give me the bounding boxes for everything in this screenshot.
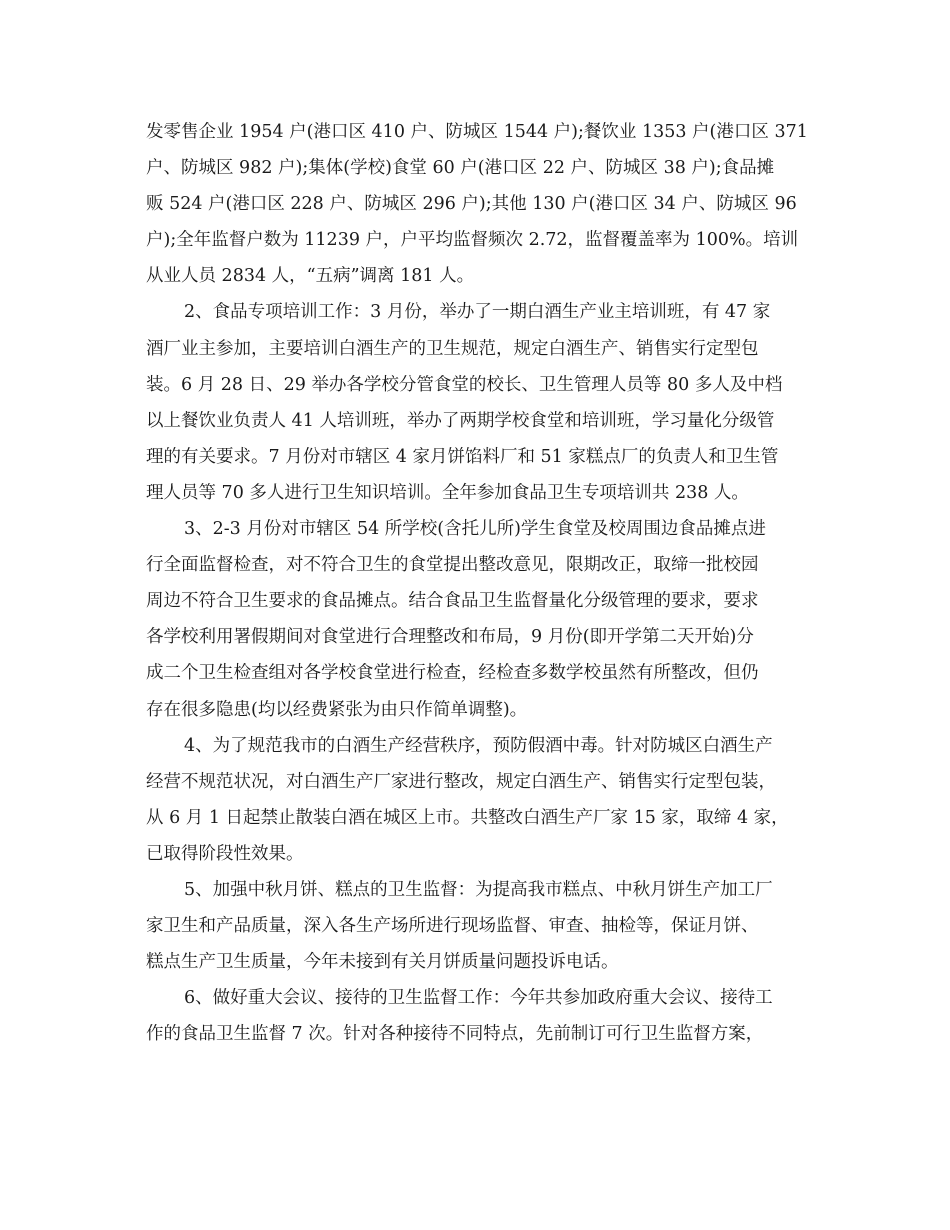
text-line: 从业人员 2834 人，“五病”调离 181 人。 bbox=[146, 266, 475, 287]
text-line: 各学校利用署假期间对食堂进行合理整改和布局，9 月份(即开学第二天开始)分 bbox=[146, 627, 754, 648]
paragraph-first-line: 2、食品专项培训工作：3 月份，举办了一期白酒生产业主培训班，有 47 家 bbox=[184, 302, 771, 323]
text-line: 作的食品卫生监督 7 次。针对各种接待不同特点，先前制订可行卫生监督方案， bbox=[146, 1024, 764, 1045]
text-line: 周边不符合卫生要求的食品摊点。结合食品卫生监督量化分级管理的要求，要求 bbox=[146, 591, 759, 612]
paragraph-first-line: 3、2-3 月份对市辖区 54 所学校(含托儿所)学生食堂及校周围边食品摊点进 bbox=[184, 519, 766, 540]
text-line: 理的有关要求。7 月份对市辖区 4 家月饼馅料厂和 51 家糕点厂的负责人和卫生管 bbox=[146, 446, 779, 467]
paragraph-first-line: 5、加强中秋月饼、糕点的卫生监督：为提高我市糕点、中秋月饼生产加工厂 bbox=[184, 879, 773, 900]
text-line: 发零售企业 1954 户(港口区 410 户、防城区 1544 户);餐饮业 1353 户(港口区 371 bbox=[146, 122, 808, 142]
text-line: 装。6 月 28 日、29 举办各学校分管食堂的校长、卫生管理人员等 80 多人及中档 bbox=[146, 374, 783, 395]
paragraph-first-line: 4、为了规范我市的白酒生产经营秩序，预防假酒中毒。针对防城区白酒生产 bbox=[184, 735, 773, 756]
text-line: 理人员等 70 多人进行卫生知识培训。全年参加食品卫生专项培训共 238 人。 bbox=[146, 482, 749, 503]
text-line: 已取得阶段性效果。 bbox=[146, 843, 304, 864]
text-line: 贩 524 户(港口区 228 户、防城区 296 户);其他 130 户(港口区 34 户、防城区 96 bbox=[146, 194, 797, 215]
text-line: 户、防城区 982 户);集体(学校)食堂 60 户(港口区 22 户、防城区 38 户);食品摊 bbox=[146, 158, 775, 179]
text-line: 存在很多隐患(均以经费紧张为由只作简单调整)。 bbox=[146, 699, 528, 720]
text-line: 户);全年监督户数为 11239 户，户平均监督频次 2.72，监督覆盖率为 100%。培训 bbox=[146, 230, 799, 251]
text-line: 以上餐饮业负责人 41 人培训班，举办了两期学校食堂和培训班，学习量化分级管 bbox=[146, 410, 775, 431]
text-line: 酒厂业主参加，主要培训白酒生产的卫生规范，规定白酒生产、销售实行定型包 bbox=[146, 338, 759, 359]
text-line: 行全面监督检查，对不符合卫生的食堂提出整改意见，限期改正，取缔一批校园 bbox=[146, 555, 759, 576]
text-line: 糕点生产卫生质量，今年未接到有关月饼质量问题投诉电话。 bbox=[146, 952, 619, 973]
text-line: 成二个卫生检查组对各学校食堂进行检查，经检查多数学校虽然有所整改，但仍 bbox=[146, 663, 759, 684]
paragraph-first-line: 6、做好重大会议、接待的卫生监督工作：今年共参加政府重大会议、接待工 bbox=[184, 988, 773, 1009]
document-body bbox=[146, 114, 808, 1052]
text-line: 从 6 月 1 日起禁止散装白酒在城区上市。共整改白酒生产厂家 15 家，取缔 4 家， bbox=[146, 807, 789, 828]
text-line: 经营不规范状况，对白酒生产厂家进行整改，规定白酒生产、销售实行定型包装， bbox=[146, 771, 776, 792]
text-line: 家卫生和产品质量，深入各生产场所进行现场监督、审查、抽检等，保证月饼、 bbox=[146, 916, 759, 937]
